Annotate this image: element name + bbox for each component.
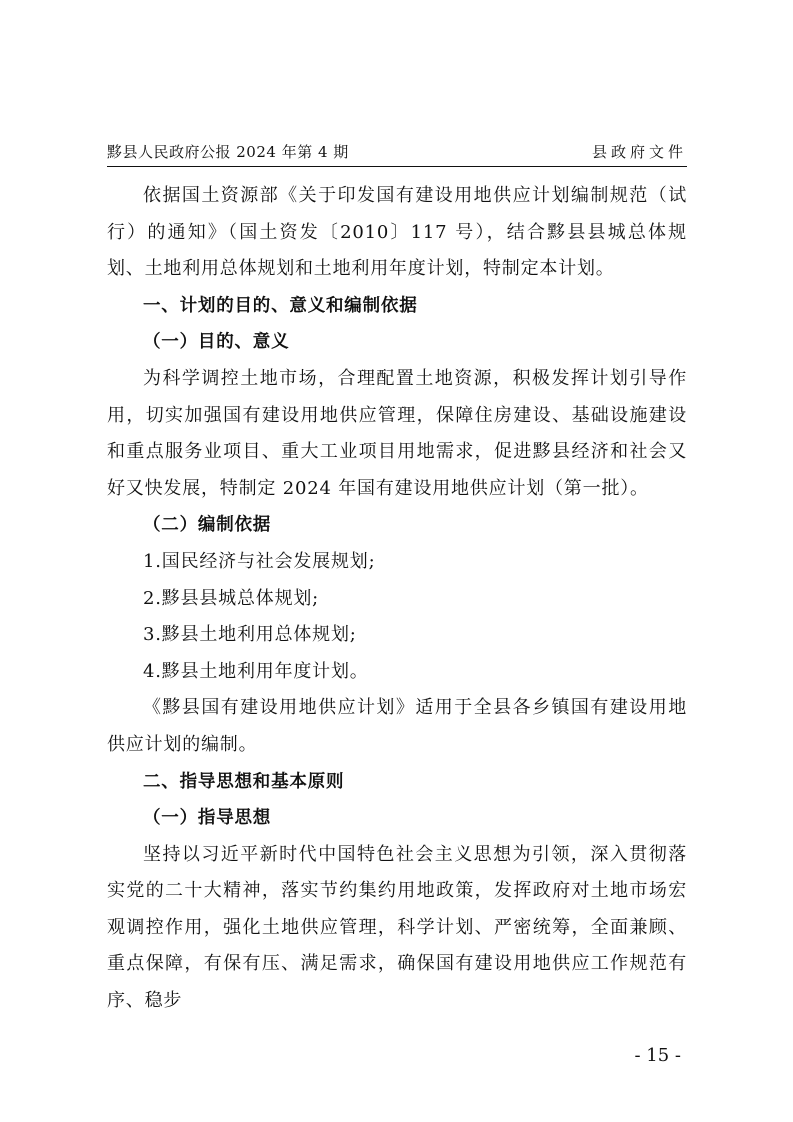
subsection-heading-purpose: （一）目的、意义 bbox=[143, 332, 290, 353]
gazette-issue-title: 黟县人民政府公报 2024 年第 4 期 bbox=[107, 143, 349, 161]
document-body bbox=[107, 178, 687, 1020]
basis-item-3: 3.黟县土地利用总体规划; bbox=[143, 624, 357, 646]
section-heading-1: 一、计划的目的、意义和编制依据 bbox=[143, 295, 418, 316]
header-divider bbox=[107, 166, 687, 167]
scope-paragraph: 《黟县国有建设用地供应计划》适用于全县各乡镇国有建设用地供应计划的编制。 bbox=[107, 697, 687, 755]
basis-item-4: 4.黟县土地利用年度计划。 bbox=[143, 660, 369, 682]
section-label: 县政府文件 bbox=[591, 143, 687, 161]
guideline-paragraph: 坚持以习近平新时代中国特色社会主义思想为引领，深入贯彻落实党的二十大精神，落实节约集约用地政策，发挥政府对土地市场宏观调控作用，强化土地供应管理，科学计划、严密统筹，全面兼顾、重点保障，有保有压、满足需求，确保国有建设用地供应工作规范有序、稳步 bbox=[107, 843, 687, 1012]
page-number: - 15 - bbox=[634, 1045, 681, 1066]
purpose-paragraph: 为科学调控土地市场，合理配置土地资源，积极发挥计划引导作用，切实加强国有建设用地供应管理，保障住房建设、基础设施建设和重点服务业项目、重大工业项目用地需求，促进黟县经济和社会又好又快发展，特制定 2024 年国有建设用地供应计划（第一批）。 bbox=[107, 367, 687, 499]
basis-item-2: 2.黟县县城总体规划; bbox=[143, 587, 320, 609]
basis-item-1: 1.国民经济与社会发展规划; bbox=[143, 550, 376, 572]
subsection-heading-guideline: （一）指导思想 bbox=[143, 808, 272, 829]
section-heading-2: 二、指导思想和基本原则 bbox=[143, 771, 345, 792]
subsection-heading-basis: （二）编制依据 bbox=[143, 515, 272, 536]
intro-paragraph: 依据国土资源部《关于印发国有建设用地供应计划编制规范（试行）的通知》（国土资发〔2010〕117 号），结合黟县县城总体规划、土地利用总体规划和土地利用年度计划，特制定本计划。 bbox=[107, 185, 687, 280]
